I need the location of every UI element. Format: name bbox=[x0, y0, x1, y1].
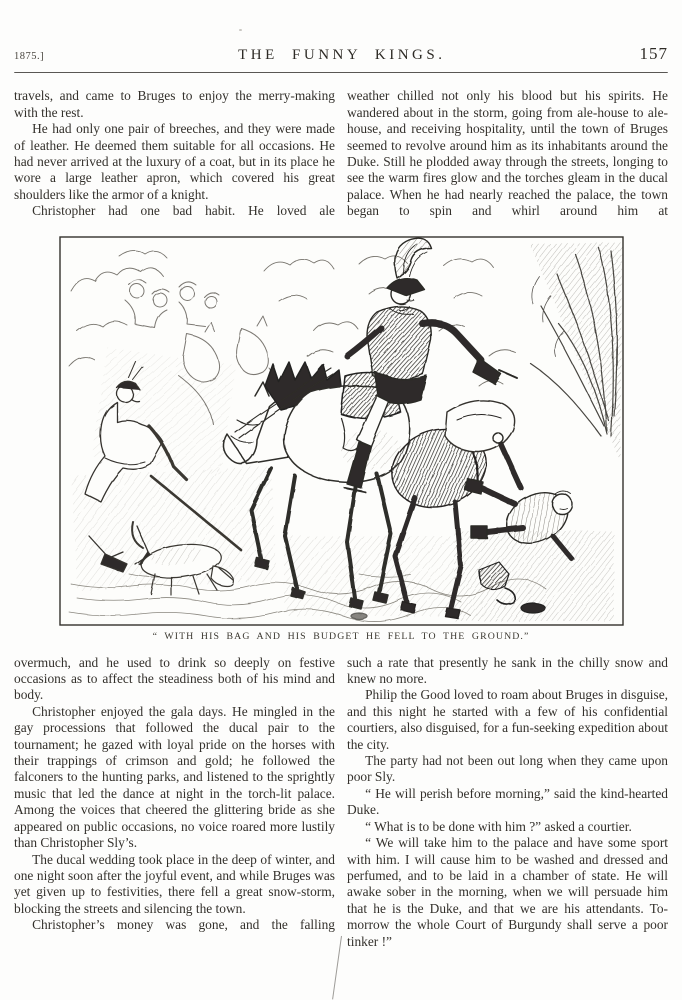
page-number: 157 bbox=[639, 44, 668, 63]
paragraph: “ He will perish before morning,” said the kind-hearted Duke. bbox=[347, 785, 668, 818]
right-column-bottom bbox=[347, 655, 668, 950]
paragraph: such a rate that presently he sank in the chilly snow and knew no more. bbox=[347, 654, 668, 687]
left-column-bottom bbox=[14, 655, 335, 950]
paragraph: “ What is to be done with him ?” asked a courtier. bbox=[365, 818, 632, 834]
paragraph: “ We will take him to the palace and have some sport with him. I will cause him to be washed and dressed and perfumed, and to be laid in a chamber of state. He will awake sober in the morning, when we will persuade him that he is the Duke, and that we are his attendants. To-morrow the whole Court of Burgundy shall serve a poor tinker !” bbox=[347, 835, 668, 949]
paragraph: weather chilled not only his blood but his spirits. He wandered about in the storm, going from ale-house to ale-house, and receiving hospitality, until the town of Bruges seemed to revolve around him as its inhabitants around the Duke. Still he plodded away through the streets, longing to see the warm fires glow and the torches gleam in the ducal palace. When he had nearly reached the palace, the town began to spin and whirl around him at bbox=[347, 88, 668, 219]
bottom-text-section bbox=[14, 655, 668, 950]
paragraph: The ducal wedding took place in the deep of winter, and one night soon after the joyful event, and while Bruges was yet given up to festivities, there fell a great snow-storm, blocking the streets and silencing the town. bbox=[14, 851, 335, 916]
illustration bbox=[59, 236, 624, 642]
paragraph: overmuch, and he used to drink so deeply on festive occasions as to affect the steadiness both of his mind and body. bbox=[14, 654, 335, 703]
paragraph: Christopher’s money was gone, and the falling bbox=[32, 917, 335, 933]
page-header bbox=[14, 44, 668, 64]
paragraph: He had only one pair of breeches, and they were made of leather. He deemed them suitable for all occasions. He had never arrived at the luxury of a coat, but in its place he wore a large leather apron, which covered his great shoulders like the armor of a knight. bbox=[14, 121, 335, 202]
paragraph: The party had not been out long when they came upon poor Sly. bbox=[347, 753, 668, 785]
page-title: THE FUNNY KINGS. bbox=[238, 47, 446, 63]
engraving-image bbox=[59, 236, 624, 626]
top-text-section bbox=[14, 88, 668, 219]
paragraph: Philip the Good loved to roam about Bruges in disguise, and this night he started with a few of his confidential courtiers, also disguised, for a fun-seeking expedition about the city. bbox=[347, 687, 668, 752]
paragraph: Christopher enjoyed the gala days. He mingled in the gay processions that followed the ducal pair to the tournament; he gazed with loyal pride on the horses with their trappings of crimson and gold; he followed the falconers to the hunting parks, and listened to the sprightly music that led the dance at night in the torch-lit palace. Among the voices that cheered the glittering bride as she appeared on public occasions, no voice roared more lustily than Christopher Sly’s. bbox=[14, 703, 335, 851]
illustration-caption: “ WITH HIS BAG AND HIS BUDGET HE FELL TO THE GROUND.” bbox=[152, 630, 530, 642]
header-rule bbox=[14, 72, 668, 73]
header-year: 1875.] bbox=[14, 51, 45, 62]
paragraph: Christopher had one bad habit. He loved ale bbox=[32, 203, 335, 219]
paragraph: travels, and came to Bruges to enjoy the merry-making with the rest. bbox=[14, 88, 335, 120]
scan-speck bbox=[239, 29, 242, 31]
right-column-top bbox=[347, 88, 668, 219]
left-column-top bbox=[14, 88, 335, 219]
